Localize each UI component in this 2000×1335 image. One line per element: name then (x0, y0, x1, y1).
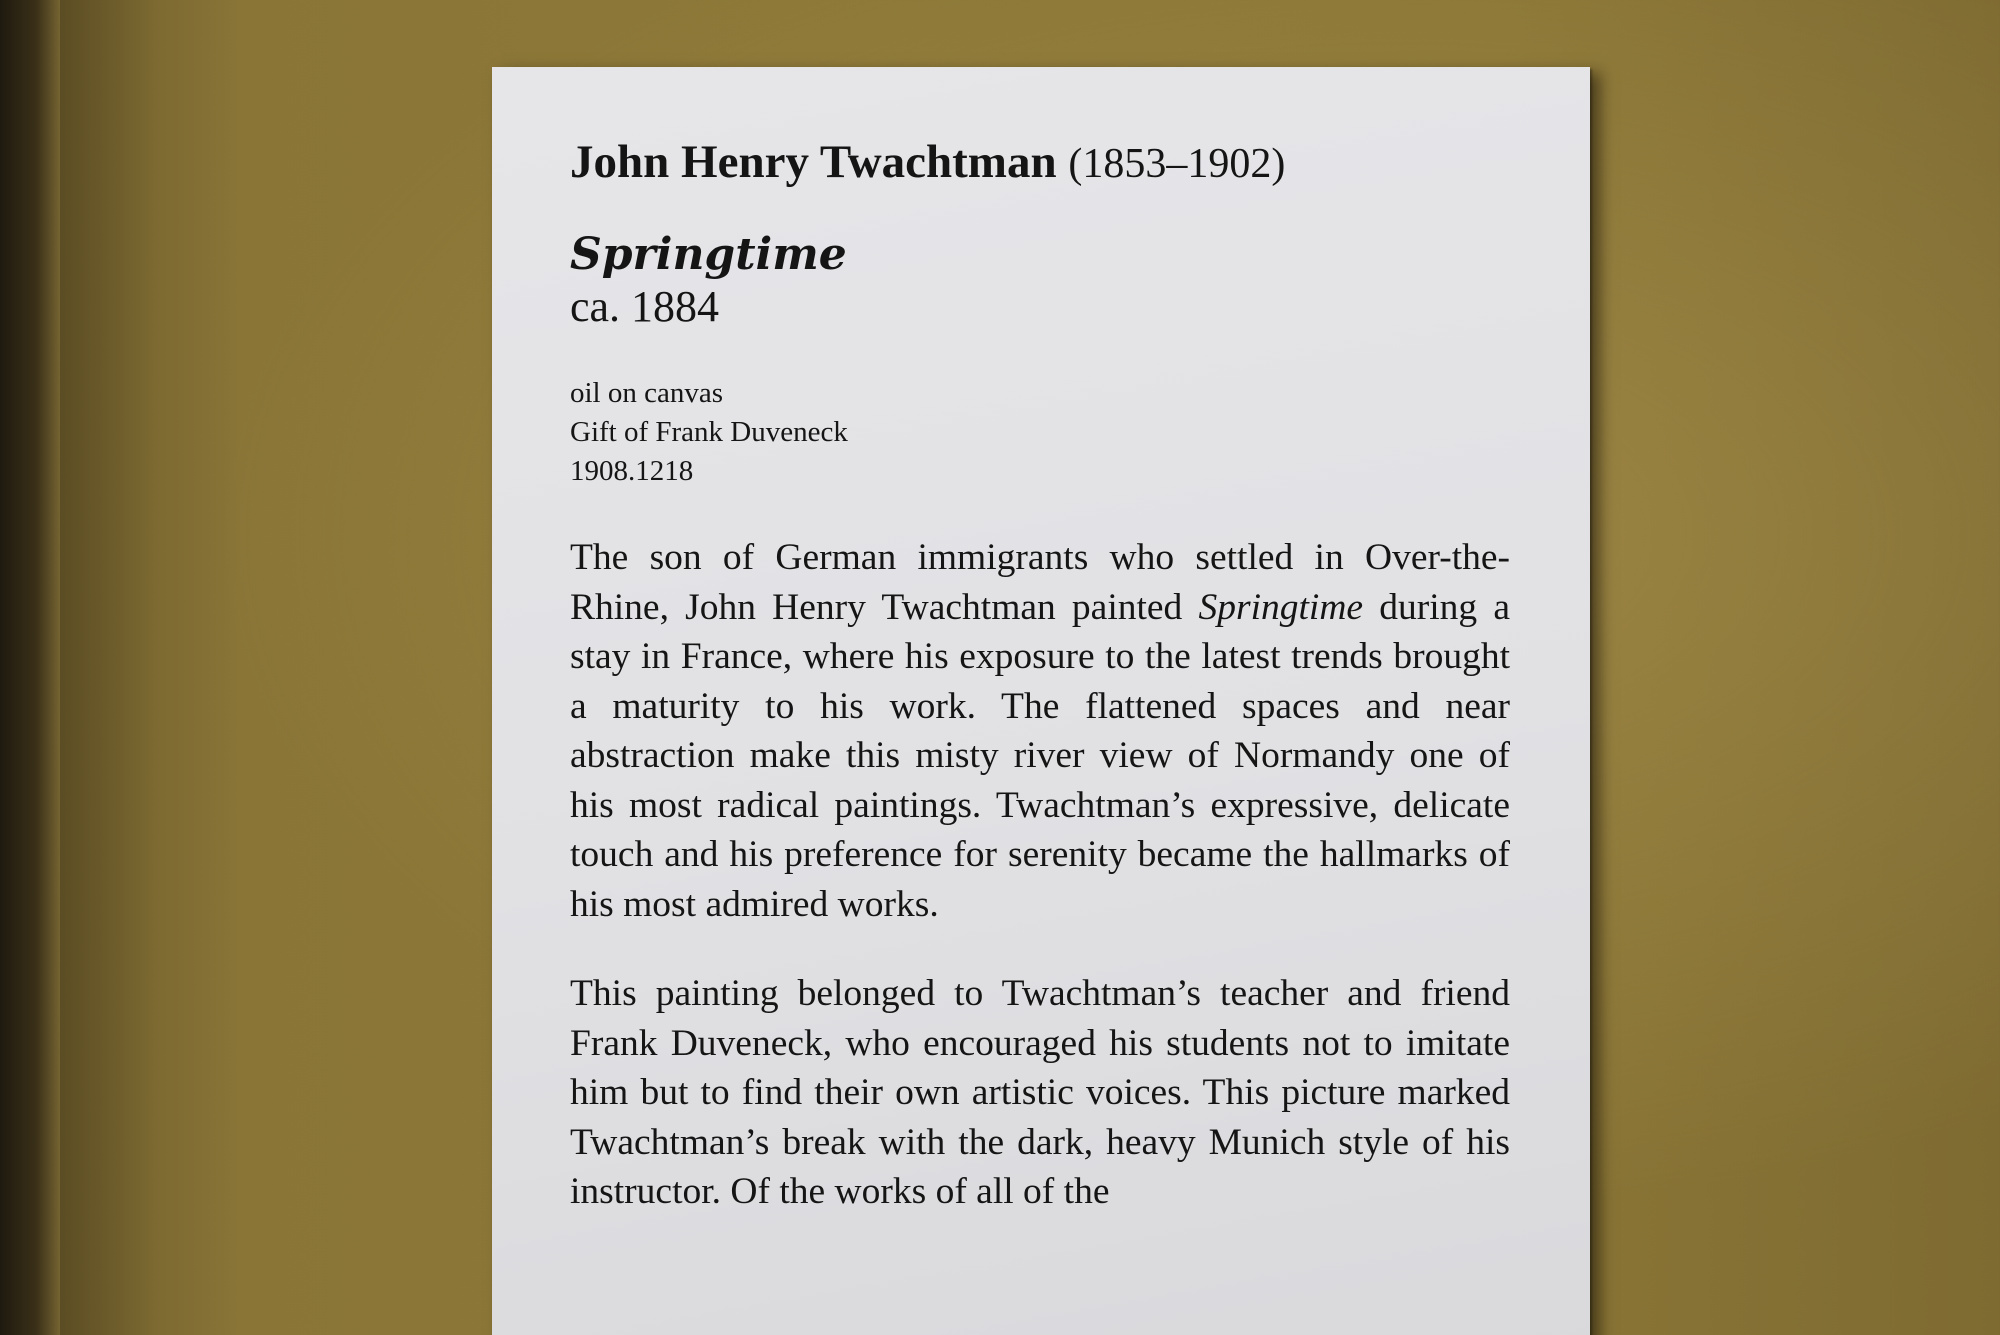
description-paragraph-1 (570, 533, 1510, 929)
paragraph-1-rest: during a stay in France, where his exposure to the latest trends brought a maturity to his work. The flattened spaces and near abstraction make this misty river view of Normandy one of his most radical paintings. Twachtman’s expressive, delicate touch and his preference for serenity became the hallmarks of his most admired works. (570, 586, 1510, 925)
museum-wall-label (492, 67, 1590, 1335)
artwork-date: ca. 1884 (570, 282, 720, 332)
paragraph-1-lead: The son of German immigrants who settled in Over-the-Rhine, John Henry Twachtman painted (570, 537, 1510, 628)
accession-number: 1908.1218 (570, 455, 694, 488)
wall-corner (60, 0, 240, 1335)
description-paragraph-2: This painting belonged to Twachtman’s teacher and friend Frank Duveneck, who encouraged his students not to imitate him but to find their own artistic voices. This picture marked Twachtman’s break with the dark, heavy Munich style of his instructor. Of the works of all of the (570, 973, 1510, 1213)
wall-shadow (0, 0, 60, 1335)
artist-dates: (1853–1902) (1068, 141, 1286, 187)
artwork-title: Springtime (570, 228, 847, 280)
artist-heading (570, 137, 1510, 189)
medium: oil on canvas (570, 377, 724, 410)
paragraph-1-italic-title: Springtime (1198, 586, 1364, 628)
artist-name: John Henry Twachtman (570, 136, 1057, 188)
artwork-metadata (570, 374, 1510, 491)
credit-line: Gift of Frank Duveneck (570, 416, 848, 449)
